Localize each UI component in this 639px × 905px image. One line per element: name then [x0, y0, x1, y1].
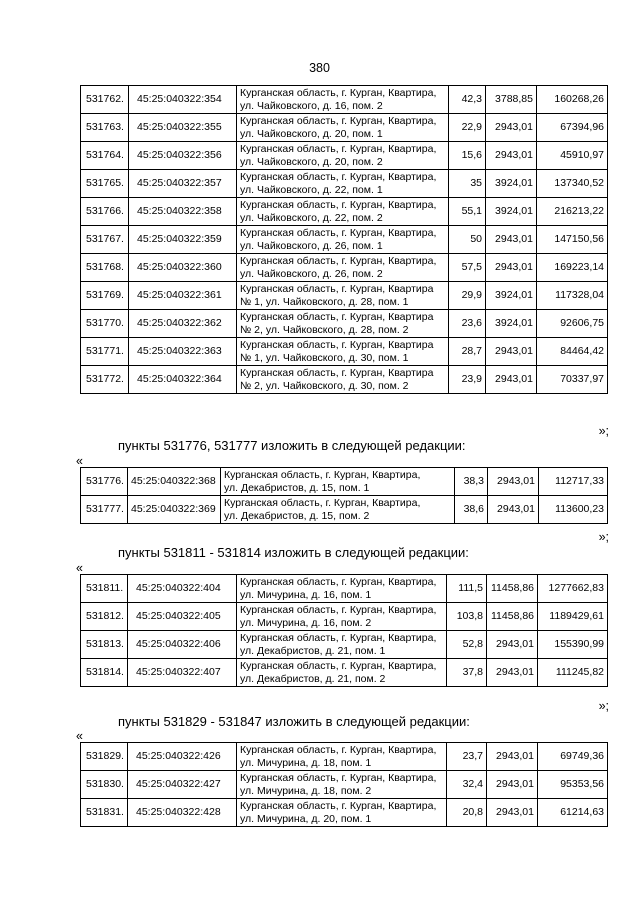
table-row: [81, 659, 608, 687]
area-value: 29,9: [449, 282, 486, 310]
table-row: [81, 338, 608, 366]
cadastral-number: 45:25:040322:361: [129, 282, 237, 310]
unit-price: 2943,01: [486, 142, 537, 170]
total-value: 117328,04: [537, 282, 608, 310]
total-value: 147150,56: [537, 226, 608, 254]
address-line-2: ул. Чайковского, д. 26, пом. 1: [240, 239, 383, 252]
cadastral-number: 45:25:040322:358: [129, 198, 237, 226]
cadastral-number: 45:25:040322:355: [129, 114, 237, 142]
address: [237, 86, 449, 114]
address-line-1: Курганская область, г. Курган, Квартира: [240, 310, 434, 323]
address: [237, 114, 449, 142]
unit-price: 2943,01: [486, 338, 537, 366]
table-row: [81, 603, 608, 631]
total-value: 216213,22: [537, 198, 608, 226]
cadastral-number: 45:25:040322:357: [129, 170, 237, 198]
row-number: 531776.: [81, 468, 128, 496]
address-line-1: Курганская область, г. Курган, Квартира,: [240, 799, 437, 812]
unit-price: 2943,01: [487, 799, 538, 827]
table-row: [81, 799, 608, 827]
address-line-2: ул. Чайковского, д. 22, пом. 1: [240, 183, 383, 196]
address-line-2: ул. Мичурина, д. 16, пом. 1: [240, 588, 372, 601]
table-row: [81, 631, 608, 659]
area-value: 23,7: [447, 743, 487, 771]
cadastral-number: 45:25:040322:404: [128, 575, 237, 603]
address-line-2: ул. Мичурина, д. 18, пом. 1: [240, 756, 372, 769]
row-number: 531814.: [81, 659, 128, 687]
closing-quote: »;: [598, 424, 609, 438]
row-number: 531763.: [81, 114, 129, 142]
cadastral-number: 45:25:040322:405: [128, 603, 237, 631]
address-line-2: ул. Чайковского, д. 26, пом. 2: [240, 267, 383, 280]
area-value: 57,5: [449, 254, 486, 282]
row-number: 531770.: [81, 310, 129, 338]
total-value: 95353,56: [538, 771, 608, 799]
row-number: 531766.: [81, 198, 129, 226]
area-value: 23,6: [449, 310, 486, 338]
unit-price: 11458,86: [487, 575, 538, 603]
address: [237, 575, 447, 603]
address-line-2: ул. Мичурина, д. 18, пом. 2: [240, 784, 372, 797]
row-number: 531767.: [81, 226, 129, 254]
address: [237, 254, 449, 282]
registry-table-2: [80, 467, 608, 524]
unit-price: 2943,01: [488, 468, 539, 496]
row-number: 531765.: [81, 170, 129, 198]
address-line-2: ул. Чайковского, д. 20, пом. 2: [240, 155, 383, 168]
address-line-1: Курганская область, г. Курган, Квартира,: [240, 114, 437, 127]
address: [237, 198, 449, 226]
unit-price: 3924,01: [486, 282, 537, 310]
opening-quote: «: [76, 454, 83, 468]
area-value: 52,8: [447, 631, 487, 659]
area-value: 20,8: [447, 799, 487, 827]
cadastral-number: 45:25:040322:406: [128, 631, 237, 659]
area-value: 22,9: [449, 114, 486, 142]
area-value: 38,6: [455, 496, 488, 524]
table-row: [81, 170, 608, 198]
address-line-1: Курганская область, г. Курган, Квартира,: [240, 659, 437, 672]
address-line-1: Курганская область, г. Курган, Квартира,: [240, 254, 437, 267]
instruction-text: пункты 531776, 531777 изложить в следующей редакции:: [118, 438, 466, 453]
total-value: 69749,36: [538, 743, 608, 771]
address: [237, 170, 449, 198]
table-row: [81, 198, 608, 226]
address: [237, 282, 449, 310]
opening-quote: «: [76, 729, 83, 743]
area-value: 15,6: [449, 142, 486, 170]
unit-price: 2943,01: [487, 743, 538, 771]
total-value: 45910,97: [537, 142, 608, 170]
table-row: [81, 226, 608, 254]
cadastral-number: 45:25:040322:354: [129, 86, 237, 114]
cadastral-number: 45:25:040322:359: [129, 226, 237, 254]
address-line-1: Курганская область, г. Курган, Квартира,: [240, 198, 437, 211]
cadastral-number: 45:25:040322:360: [129, 254, 237, 282]
area-value: 42,3: [449, 86, 486, 114]
closing-quote: »;: [598, 530, 609, 544]
instruction-text: пункты 531811 - 531814 изложить в следующей редакции:: [118, 545, 469, 560]
area-value: 55,1: [449, 198, 486, 226]
registry-table-4: [80, 742, 608, 827]
unit-price: 2943,01: [487, 659, 538, 687]
unit-price: 3924,01: [486, 198, 537, 226]
address-line-1: Курганская область, г. Курган, Квартира,: [240, 631, 437, 644]
unit-price: 11458,86: [487, 603, 538, 631]
table-row: [81, 496, 608, 524]
address-line-1: Курганская область, г. Курган, Квартира,: [240, 226, 437, 239]
address: [237, 226, 449, 254]
table-row: [81, 254, 608, 282]
row-number: 531769.: [81, 282, 129, 310]
address-line-2: ул. Декабристов, д. 21, пом. 1: [240, 644, 386, 657]
unit-price: 3788,85: [486, 86, 537, 114]
area-value: 50: [449, 226, 486, 254]
row-number: 531762.: [81, 86, 129, 114]
row-number: 531772.: [81, 366, 129, 394]
address-line-1: Курганская область, г. Курган, Квартира,: [240, 142, 437, 155]
total-value: 111245,82: [538, 659, 608, 687]
address-line-2: ул. Декабристов, д. 15, пом. 2: [224, 509, 370, 522]
total-value: 1277662,83: [538, 575, 608, 603]
table-row: [81, 86, 608, 114]
address: [237, 142, 449, 170]
unit-price: 3924,01: [486, 310, 537, 338]
address-line-2: ул. Чайковского, д. 16, пом. 2: [240, 99, 383, 112]
row-number: 531764.: [81, 142, 129, 170]
address: [237, 743, 447, 771]
total-value: 137340,52: [537, 170, 608, 198]
total-value: 61214,63: [538, 799, 608, 827]
page-number: 380: [309, 61, 330, 75]
total-value: 160268,26: [537, 86, 608, 114]
table-row: [81, 310, 608, 338]
table-row: [81, 282, 608, 310]
row-number: 531831.: [81, 799, 128, 827]
address-line-1: Курганская область, г. Курган, Квартира,: [240, 170, 437, 183]
unit-price: 2943,01: [486, 254, 537, 282]
cadastral-number: 45:25:040322:369: [128, 496, 221, 524]
address: [221, 468, 455, 496]
cadastral-number: 45:25:040322:427: [128, 771, 237, 799]
unit-price: 2943,01: [486, 366, 537, 394]
cadastral-number: 45:25:040322:362: [129, 310, 237, 338]
instruction-text: пункты 531829 - 531847 изложить в следующей редакции:: [118, 714, 470, 729]
address-line-1: Курганская область, г. Курган, Квартира: [240, 282, 434, 295]
address: [221, 496, 455, 524]
area-value: 111,5: [447, 575, 487, 603]
address-line-2: ул. Чайковского, д. 22, пом. 2: [240, 211, 383, 224]
area-value: 103,8: [447, 603, 487, 631]
row-number: 531813.: [81, 631, 128, 659]
total-value: 112717,33: [539, 468, 608, 496]
total-value: 92606,75: [537, 310, 608, 338]
unit-price: 2943,01: [486, 226, 537, 254]
cadastral-number: 45:25:040322:407: [128, 659, 237, 687]
total-value: 169223,14: [537, 254, 608, 282]
row-number: 531771.: [81, 338, 129, 366]
total-value: 155390,99: [538, 631, 608, 659]
address-line-2: ул. Мичурина, д. 16, пом. 2: [240, 616, 372, 629]
row-number: 531830.: [81, 771, 128, 799]
area-value: 38,3: [455, 468, 488, 496]
cadastral-number: 45:25:040322:364: [129, 366, 237, 394]
table-row: [81, 366, 608, 394]
area-value: 37,8: [447, 659, 487, 687]
row-number: 531811.: [81, 575, 128, 603]
address-line-1: Курганская область, г. Курган, Квартира,: [240, 603, 437, 616]
row-number: 531829.: [81, 743, 128, 771]
cadastral-number: 45:25:040322:356: [129, 142, 237, 170]
address: [237, 310, 449, 338]
address-line-1: Курганская область, г. Курган, Квартира: [240, 338, 434, 351]
row-number: 531768.: [81, 254, 129, 282]
address-line-1: Курганская область, г. Курган, Квартира,: [240, 771, 437, 784]
table-row: [81, 575, 608, 603]
table-row: [81, 468, 608, 496]
address-line-1: Курганская область, г. Курган, Квартира,: [224, 496, 421, 509]
unit-price: 2943,01: [487, 771, 538, 799]
cadastral-number: 45:25:040322:363: [129, 338, 237, 366]
area-value: 35: [449, 170, 486, 198]
table-row: [81, 114, 608, 142]
address: [237, 603, 447, 631]
area-value: 28,7: [449, 338, 486, 366]
address-line-2: № 1, ул. Чайковского, д. 28, пом. 1: [240, 295, 409, 308]
address-line-1: Курганская область, г. Курган, Квартира,: [240, 575, 437, 588]
address-line-2: № 2, ул. Чайковского, д. 30, пом. 2: [240, 379, 409, 392]
registry-table-3: [80, 574, 608, 687]
address-line-2: № 2, ул. Чайковского, д. 28, пом. 2: [240, 323, 409, 336]
address-line-2: № 1, ул. Чайковского, д. 30, пом. 1: [240, 351, 409, 364]
registry-table-1: [80, 85, 608, 394]
opening-quote: «: [76, 561, 83, 575]
cadastral-number: 45:25:040322:428: [128, 799, 237, 827]
address-line-2: ул. Декабристов, д. 21, пом. 2: [240, 672, 386, 685]
address: [237, 631, 447, 659]
table-row: [81, 142, 608, 170]
address-line-2: ул. Мичурина, д. 20, пом. 1: [240, 812, 372, 825]
address-line-1: Курганская область, г. Курган, Квартира,: [240, 86, 437, 99]
area-value: 32,4: [447, 771, 487, 799]
table-row: [81, 743, 608, 771]
address-line-2: ул. Декабристов, д. 15, пом. 1: [224, 481, 370, 494]
row-number: 531777.: [81, 496, 128, 524]
total-value: 70337,97: [537, 366, 608, 394]
address: [237, 799, 447, 827]
area-value: 23,9: [449, 366, 486, 394]
total-value: 113600,23: [539, 496, 608, 524]
address-line-1: Курганская область, г. Курган, Квартира: [240, 366, 434, 379]
unit-price: 2943,01: [486, 114, 537, 142]
unit-price: 2943,01: [488, 496, 539, 524]
cadastral-number: 45:25:040322:426: [128, 743, 237, 771]
total-value: 84464,42: [537, 338, 608, 366]
address-line-2: ул. Чайковского, д. 20, пом. 1: [240, 127, 383, 140]
address: [237, 366, 449, 394]
unit-price: 3924,01: [486, 170, 537, 198]
address: [237, 659, 447, 687]
address: [237, 771, 447, 799]
closing-quote: »;: [598, 699, 609, 713]
address-line-1: Курганская область, г. Курган, Квартира,: [224, 468, 421, 481]
total-value: 67394,96: [537, 114, 608, 142]
table-row: [81, 771, 608, 799]
address-line-1: Курганская область, г. Курган, Квартира,: [240, 743, 437, 756]
total-value: 1189429,61: [538, 603, 608, 631]
row-number: 531812.: [81, 603, 128, 631]
unit-price: 2943,01: [487, 631, 538, 659]
cadastral-number: 45:25:040322:368: [128, 468, 221, 496]
address: [237, 338, 449, 366]
